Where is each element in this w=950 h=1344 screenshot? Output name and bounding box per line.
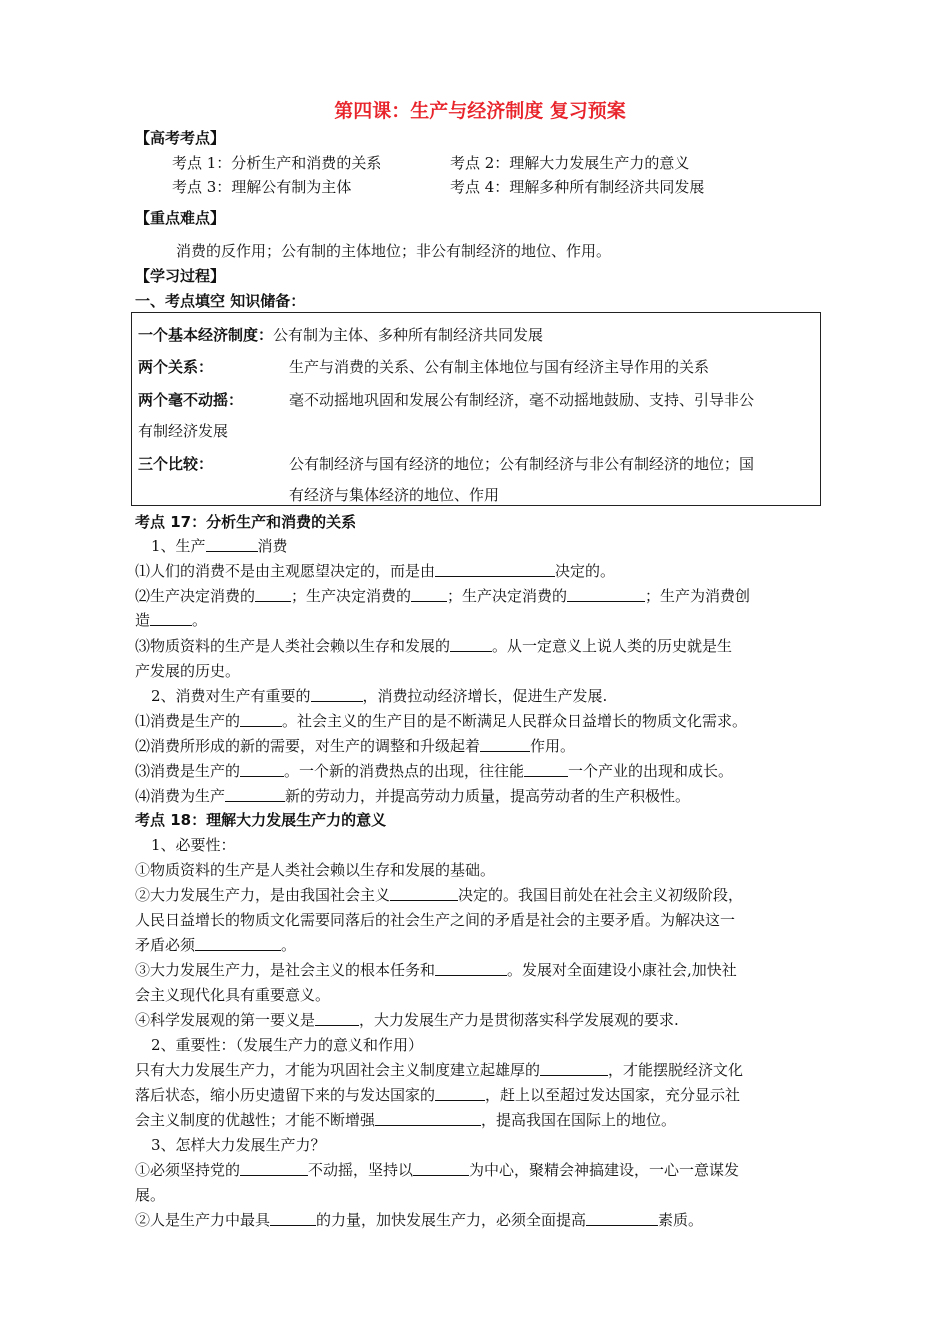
- blank[interactable]: [435, 960, 507, 976]
- text: 会主义制度的优越性；才能不断增强: [135, 1111, 376, 1129]
- text: ⑶物质资料的生产是人类社会赖以生存和发展的: [135, 637, 451, 655]
- text: ；生产决定消费的: [447, 587, 568, 605]
- k18-c4: [135, 1010, 679, 1030]
- box-text-3: 毫不动摇地巩固和发展公有制经济，毫不动摇地鼓励、支持、引导非公: [289, 391, 755, 409]
- blank[interactable]: [240, 1160, 308, 1176]
- blank[interactable]: [375, 1110, 481, 1126]
- text: ，赶上以至超过发达国家，充分显示社: [485, 1086, 741, 1104]
- text: ，消费拉动经济增长，促进生产发展.: [362, 687, 608, 705]
- k17-p3: [135, 636, 732, 656]
- text: 新的劳动力，并提高劳动力质量，提高劳动者的生产积极性。: [285, 787, 691, 805]
- blank[interactable]: [480, 736, 530, 752]
- blank[interactable]: [240, 711, 282, 727]
- text: ；生产为消费创: [645, 587, 751, 605]
- text: 为中心，聚精会神搞建设，一心一意谋发: [469, 1161, 740, 1179]
- box-text-1: 公有制为主体、多种所有制经济共同发展: [273, 326, 544, 344]
- k17-p3-cont: 产发展的历史。: [135, 662, 241, 680]
- section-gaokao: 【高考考点】: [135, 129, 226, 147]
- kaodian-3: 考点 3：理解公有制为主体: [172, 178, 352, 196]
- text: 的力量，加快发展生产力，必须全面提高: [316, 1211, 587, 1229]
- k17-p2-cont: [135, 610, 207, 630]
- k17-s2: [151, 686, 607, 706]
- blank[interactable]: [411, 586, 447, 602]
- k18-c2-cont: 人民日益增长的物质文化需要同落后的社会生产之间的矛盾是社会的主要矛盾。为解决这一: [135, 911, 736, 929]
- box-label-2: 两个关系：: [138, 358, 214, 376]
- k17-p2: [135, 586, 750, 606]
- box-label-4: 三个比较：: [138, 455, 214, 473]
- text: 。社会主义的生产目的是不断满足人民群众日益增长的物质文化需求。: [282, 712, 748, 730]
- k17-q4: [135, 786, 690, 806]
- k17-q2: [135, 736, 575, 756]
- k18-s2: 2、重要性：（发展生产力的意义和作用）: [151, 1036, 424, 1054]
- k18-d2: [135, 1085, 740, 1105]
- text: 。: [281, 936, 297, 954]
- k18-c2-end: [135, 935, 296, 955]
- text: ；生产决定消费的: [291, 587, 412, 605]
- blank[interactable]: [435, 1085, 485, 1101]
- kaodian-1: 考点 1：分析生产和消费的关系: [172, 154, 382, 172]
- box-text-2: 生产与消费的关系、公有制主体地位与国有经济主导作用的关系: [289, 358, 710, 376]
- text: ⑶消费是生产的: [135, 762, 241, 780]
- blank[interactable]: [390, 885, 458, 901]
- blank[interactable]: [311, 686, 363, 702]
- k18-e2: [135, 1210, 703, 1230]
- box-label-3: 两个毫不动摇：: [138, 391, 244, 409]
- box-text-4b: 有经济与集体经济的地位、作用: [289, 486, 500, 504]
- k17-q1: [135, 711, 747, 731]
- text: 不动摇，坚持以: [308, 1161, 414, 1179]
- kaodian-4: 考点 4：理解多种所有制经济共同发展: [450, 178, 705, 196]
- blank[interactable]: [255, 586, 291, 602]
- blank[interactable]: [150, 610, 192, 626]
- section-zhongdian: 【重点难点】: [135, 209, 226, 227]
- k18-e1-cont: 展。: [135, 1186, 166, 1204]
- box-text-4: 公有制经济与国有经济的地位；公有制经济与非公有制经济的地位；国: [289, 455, 755, 473]
- k18-c3: [135, 960, 737, 980]
- k18-heading: 考点 18：理解大力发展生产力的意义: [135, 811, 387, 829]
- text: ，才能摆脱经济文化: [608, 1061, 744, 1079]
- text: 1、生产: [151, 537, 206, 555]
- section-xuexi: 【学习过程】: [135, 267, 226, 285]
- k18-s3: 3、怎样大力发展生产力？: [151, 1136, 326, 1154]
- text: ⑴人们的消费不是由主观愿望决定的，而是由: [135, 562, 436, 580]
- box-text-3b: 有制经济发展: [138, 422, 229, 440]
- k18-c3-cont: 会主义现代化具有重要意义。: [135, 986, 331, 1004]
- text: 一个产业的出现和成长。: [568, 762, 734, 780]
- blank[interactable]: [450, 636, 492, 652]
- text: 。从一定意义上说人类的历史就是生: [492, 637, 733, 655]
- k18-e1: [135, 1160, 739, 1180]
- text: 造: [135, 611, 151, 629]
- blank[interactable]: [225, 786, 285, 802]
- text: ⑵消费所形成的新的需要，对生产的调整和升级起着: [135, 737, 481, 755]
- k17-q3: [135, 761, 733, 781]
- text: ⑵生产决定消费的: [135, 587, 256, 605]
- text: ①必须坚持党的: [135, 1161, 241, 1179]
- blank[interactable]: [524, 761, 568, 777]
- text: 作用。: [530, 737, 576, 755]
- text: ，大力发展生产力是贯彻落实科学发展观的要求.: [359, 1011, 679, 1029]
- text: 消费: [257, 537, 288, 555]
- blank[interactable]: [435, 561, 555, 577]
- document-title: 第四课：生产与经济制度 复习预案: [334, 100, 626, 122]
- blank[interactable]: [586, 1210, 658, 1226]
- blank[interactable]: [240, 761, 284, 777]
- k18-d1: [135, 1060, 743, 1080]
- text: 落后状态，缩小历史遗留下来的与发达国家的: [135, 1086, 436, 1104]
- kaodian-2: 考点 2：理解大力发展生产力的意义: [450, 154, 690, 172]
- part1-heading: 一、考点填空 知识储备：: [135, 292, 306, 310]
- blank[interactable]: [206, 536, 258, 552]
- k18-d3: [135, 1110, 676, 1130]
- text: 。一个新的消费热点的出现，往往能: [284, 762, 525, 780]
- k17-s1: [151, 536, 288, 556]
- k17-heading: 考点 17：分析生产和消费的关系: [135, 513, 357, 531]
- text: ④科学发展观的第一要义是: [135, 1011, 316, 1029]
- k18-s1: 1、必要性：: [151, 836, 236, 854]
- knowledge-box: [131, 312, 821, 506]
- k17-p1: [135, 561, 615, 581]
- text: 。发展对全面建设小康社会,加快社: [507, 961, 737, 979]
- k18-c1: ①物质资料的生产是人类社会赖以生存和发展的基础。: [135, 861, 496, 879]
- text: ②大力发展生产力，是由我国社会主义: [135, 886, 391, 904]
- text: 决定的。我国目前处在社会主义初级阶段，: [458, 886, 744, 904]
- box-row-1: [138, 325, 543, 345]
- text: 矛盾必须: [135, 936, 196, 954]
- text: 素质。: [658, 1211, 704, 1229]
- k18-c2: [135, 885, 743, 905]
- blank[interactable]: [315, 1010, 359, 1026]
- text: 决定的。: [555, 562, 616, 580]
- text: 。: [192, 611, 208, 629]
- blank[interactable]: [413, 1160, 469, 1176]
- blank[interactable]: [540, 1060, 608, 1076]
- blank[interactable]: [567, 586, 645, 602]
- box-label-1: 一个基本经济制度：: [138, 326, 274, 344]
- text: ②人是生产力中最具: [135, 1211, 271, 1229]
- blank[interactable]: [270, 1210, 316, 1226]
- text: ，提高我国在国际上的地位。: [481, 1111, 677, 1129]
- zhongdian-text: 消费的反作用；公有制的主体地位；非公有制经济的地位、作用。: [176, 242, 612, 260]
- text: 只有大力发展生产力，才能为巩固社会主义制度建立起雄厚的: [135, 1061, 541, 1079]
- text: ⑷消费为生产: [135, 787, 226, 805]
- text: 2、消费对生产有重要的: [151, 687, 311, 705]
- blank[interactable]: [195, 935, 281, 951]
- text: ⑴消费是生产的: [135, 712, 241, 730]
- text: ③大力发展生产力，是社会主义的根本任务和: [135, 961, 436, 979]
